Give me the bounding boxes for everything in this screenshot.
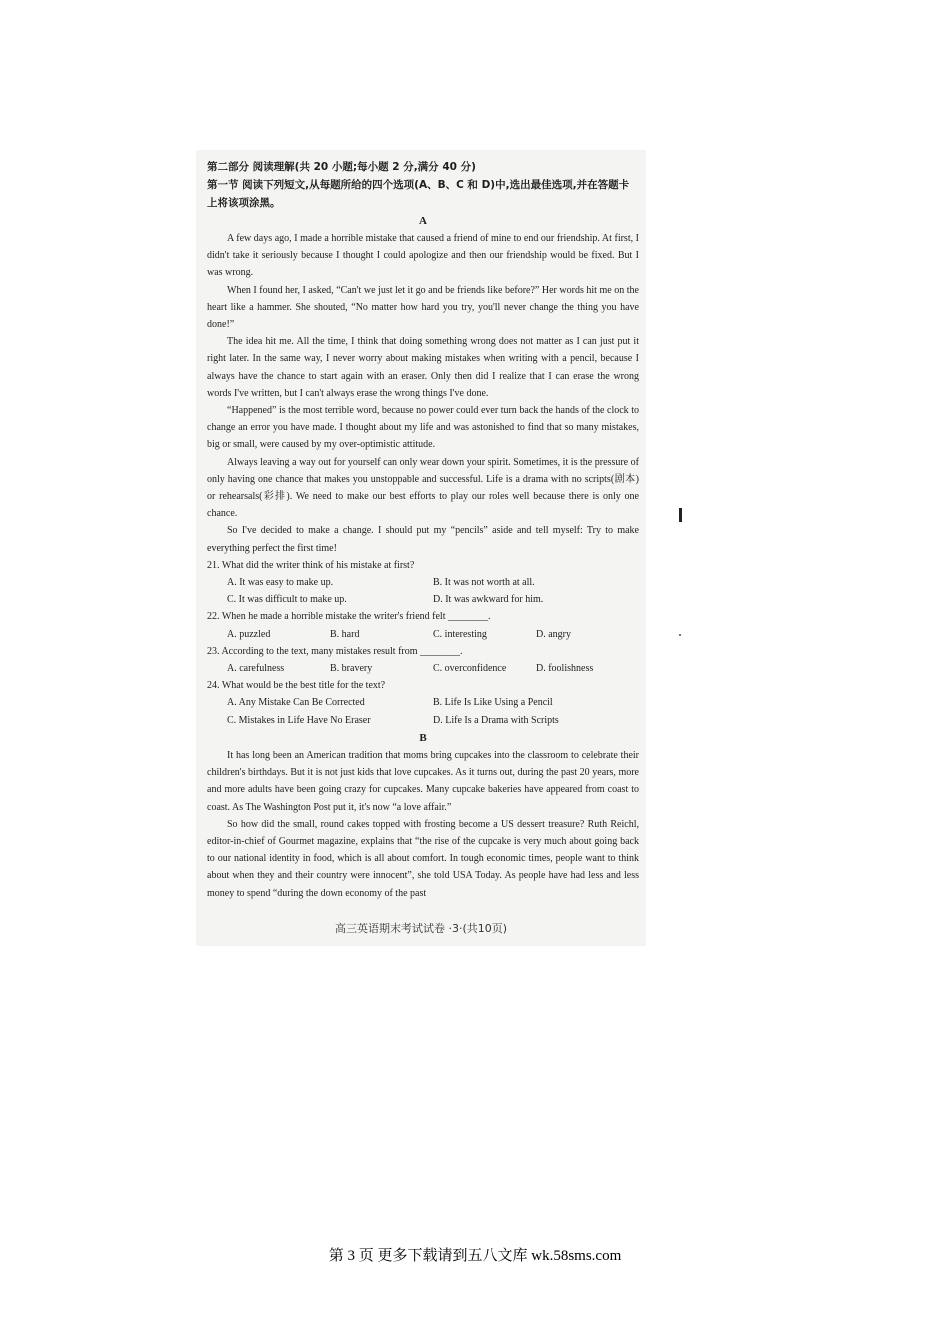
option: B. hard	[330, 628, 360, 640]
question-stem: 21. What did the writer think of his mistake at first?	[207, 559, 415, 571]
option: B. bravery	[330, 663, 373, 675]
option: C. It was difficult to make up.	[227, 594, 347, 606]
passage-b-paragraph: So how did the small, round cakes topped with frosting become a US dessert treasure? Ruth Reichl, editor-in-chief of Gourmet magazine, explains that “the rise of the cupcake is very much about going back to our national identity in food, which is all about comfort. In tough economic times, people want to think about when they and their country were innocent”, she told USA Today. As people have had less and less money to spend “during the down economy of the past	[207, 818, 639, 899]
option: B. Life Is Like Using a Pencil	[433, 697, 553, 709]
option: D. foolishness	[536, 663, 594, 675]
option: A. Any Mistake Can Be Corrected	[227, 697, 365, 709]
passage-a-paragraph: A few days ago, I made a horrible mistake that caused a friend of mine to end our friendship. At first, I didn't take it seriously because I thought I could apologize and then our friendship would be fixed. But I was wrong.	[207, 233, 639, 279]
option: D. It was awkward for him.	[433, 594, 544, 606]
section-instructions: 第一节 阅读下列短文,从每题所给的四个选项(A、B、C 和 D)中,选出最佳选项,并在答题卡上将该项涂黑。	[207, 179, 630, 209]
option: C. interesting	[433, 628, 487, 640]
part-title: 第二部分 阅读理解(共 20 小题;每小题 2 分,满分 40 分)	[207, 161, 476, 173]
question-stem: 22. When he made a horrible mistake the writer's friend felt ________.	[207, 611, 491, 623]
question-options	[207, 574, 639, 608]
question-options	[207, 694, 639, 728]
option: A. puzzled	[227, 628, 271, 640]
question-options	[207, 626, 639, 643]
scan-speck	[679, 634, 681, 636]
scan-mark	[679, 508, 682, 522]
option: A. carefulness	[227, 663, 285, 675]
question-options	[207, 660, 639, 677]
option: A. It was easy to make up.	[227, 577, 334, 589]
option: B. It was not worth at all.	[433, 577, 535, 589]
passage-a-paragraph: When I found her, I asked, “Can't we just let it go and be friends like before?” Her words hit me on the heart like a hammer. She shouted, “No matter how hard you try, you'll never change the thing you have done!”	[207, 284, 639, 331]
option: D. angry	[536, 628, 571, 640]
exam-page	[207, 158, 639, 902]
passage-a-label: A	[419, 215, 427, 227]
question-stem: 23. According to the text, many mistakes result from ________.	[207, 645, 463, 657]
option: C. overconfidence	[433, 663, 507, 675]
question-stem: 24. What would be the best title for the text?	[207, 680, 386, 692]
option: C. Mistakes in Life Have No Eraser	[227, 714, 371, 726]
passage-a-paragraph: Always leaving a way out for yourself can only wear down your spirit. Sometimes, it is the pressure of only having one chance that makes you unstoppable and successful. Life is a drama with no scripts(剧本) or rehearsals(彩排). We need to make our best efforts to play our roles well because there is only one chance.	[207, 456, 639, 520]
passage-a-paragraph: So I've decided to make a change. I should put my “pencils” aside and tell myself: Try to make everything perfect the first time!	[207, 525, 639, 554]
passage-a-paragraph: “Happened” is the most terrible word, because no power could ever turn back the hands of the clock to change an error you have made. I thought about my life and was astonished to find that so many mistakes, big or small, were caused by my over-optimistic attitude.	[207, 405, 639, 451]
option: D. Life Is a Drama with Scripts	[433, 714, 559, 726]
passage-b-paragraph: It has long been an American tradition that moms bring cupcakes into the classroom to celebrate their children's birthdays. But it is not just kids that love cupcakes. As it turns out, during the past 20 years, more and more adults have been going crazy for cupcakes. Many cupcake bakeries have appeared from coast to coast. As The Washington Post put it, it's now “a love affair.”	[207, 749, 639, 813]
passage-b-label: B	[419, 731, 427, 744]
passage-a-paragraph: The idea hit me. All the time, I think that doing something wrong does not matter as I can just put it right later. In the same way, I never worry about making mistakes when writing with a pencil, because I always have the chance to start again with an eraser. Only then did I realize that I can erase the wrong words I've written, but I can't always erase the wrong things I've done.	[207, 336, 639, 399]
page-footer: 第 3 页 更多下载请到五八文库 wk.58sms.com	[328, 1248, 622, 1264]
scan-page-footer: 高三英语期末考试试卷 ·3·(共10页)	[334, 922, 508, 935]
